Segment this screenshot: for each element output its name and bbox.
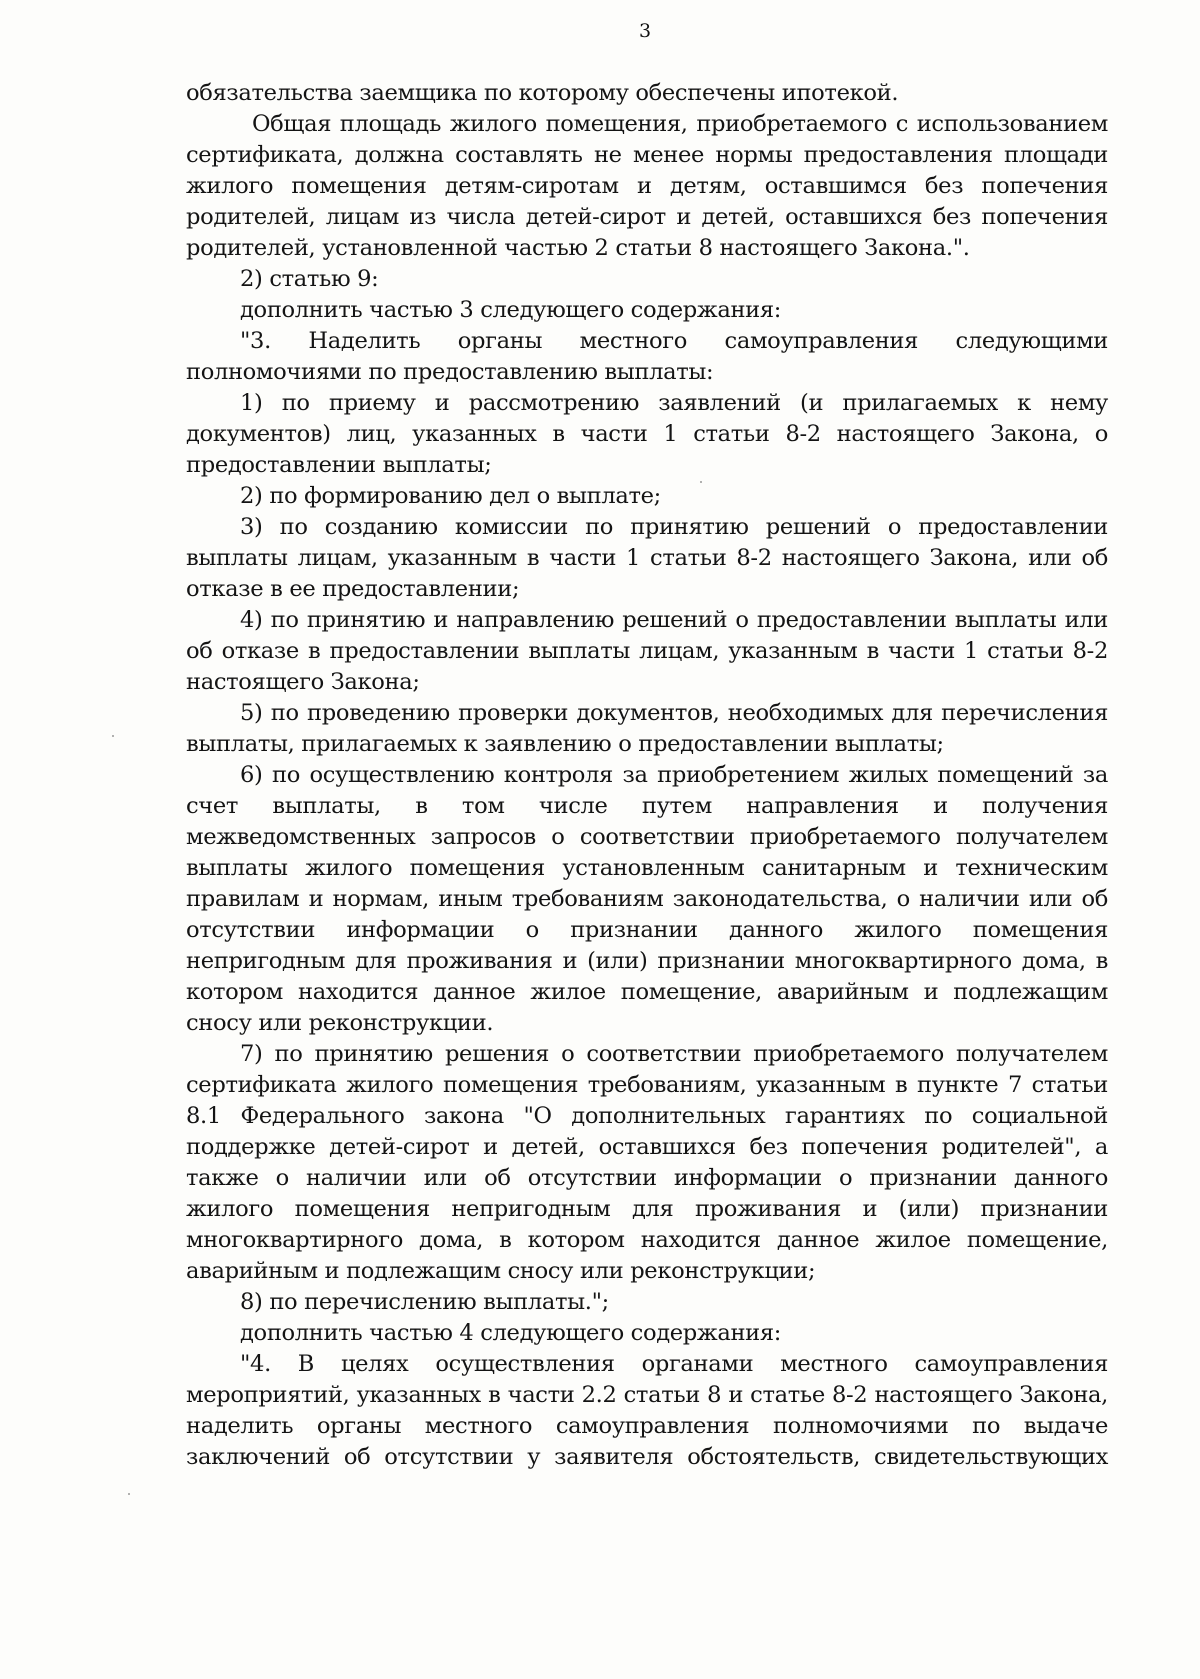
paragraph-add-part-4: дополнить частью 4 следующего содержания:: [240, 1320, 782, 1346]
paragraph-item-2: 2) по формированию дел о выплате;: [240, 483, 661, 509]
paragraph-add-part-3: дополнить частью 3 следующего содержания:: [240, 297, 782, 323]
paragraph-total-area: Общая площадь жилого помещения, приобретаемого с использованием сертификата, должна составлять не менее нормы предоставления площади жилого помещения детям-сиротам и детям, оставшимся без попечения родителей, лицам из числа детей-сирот и детей, оставшихся без попечения родителей, установленной частью 2 статьи 8 настоящего Закона.".: [186, 111, 1108, 261]
scan-speck: [112, 735, 114, 737]
paragraph-article-9: 2) статью 9:: [240, 266, 379, 292]
scan-speck: [128, 1493, 130, 1495]
paragraph-item-8: 8) по перечислению выплаты.";: [240, 1289, 609, 1315]
paragraph-item-5: 5) по проведению проверки документов, необходимых для перечисления выплаты, прилагаемых к заявлению о предоставлении выплаты;: [186, 700, 1108, 757]
paragraph-item-3: 3) по созданию комиссии по принятию решений о предоставлении выплаты лицам, указанным в части 1 статьи 8-2 настоящего Закона, или об отказе в ее предоставлении;: [186, 514, 1108, 602]
paragraph-item-1: 1) по приему и рассмотрению заявлений (и прилагаемых к нему документов) лиц, указанных в части 1 статьи 8-2 настоящего Закона, о предоставлении выплаты;: [186, 390, 1108, 478]
paragraph-item-6: 6) по осуществлению контроля за приобретением жилых помещений за счет выплаты, в том числе путем направления и получения межведомственных запросов о соответствии приобретаемого получателем выплаты жилого помещения установленным санитарным и техническим правилам и нормам, иным требованиям законодательства, о наличии или об отсутствии информации о признании данного жилого помещения непригодным для проживания и (или) признании многоквартирного дома, в котором находится данное жилое помещение, аварийным и подлежащим сносу или реконструкции.: [186, 762, 1108, 1036]
document-body: [186, 78, 1108, 1473]
paragraph-part-3-intro: "3. Наделить органы местного самоуправления следующими полномочиями по предоставлению выплаты:: [186, 328, 1108, 385]
page-number: 3: [638, 20, 652, 42]
paragraph-item-4: 4) по принятию и направлению решений о предоставлении выплаты или об отказе в предоставлении выплаты лицам, указанным в части 1 статьи 8-2 настоящего Закона;: [186, 607, 1108, 695]
scan-speck: [700, 481, 702, 483]
paragraph-continuation: обязательства заемщика по которому обеспечены ипотекой.: [186, 80, 899, 106]
paragraph-item-7: 7) по принятию решения о соответствии приобретаемого получателем сертификата жилого помещения требованиям, указанным в пункте 7 статьи 8.1 Федерального закона "О дополнительных гарантиях по социальной поддержке детей-сирот и детей, оставшихся без попечения родителей", а также о наличии или об отсутствии информации о признании данного жилого помещения непригодным для проживания и (или) признании многоквартирного дома, в котором находится данное жилое помещение, аварийным и подлежащим сносу или реконструкции;: [186, 1041, 1108, 1284]
paragraph-part-4-intro: "4. В целях осуществления органами местного самоуправления мероприятий, указанных в части 2.2 статьи 8 и статье 8-2 настоящего Закона, наделить органы местного самоуправления полномочиями по выдаче заключений об отсутствии у заявителя обстоятельств, свидетельствующих: [186, 1351, 1108, 1470]
